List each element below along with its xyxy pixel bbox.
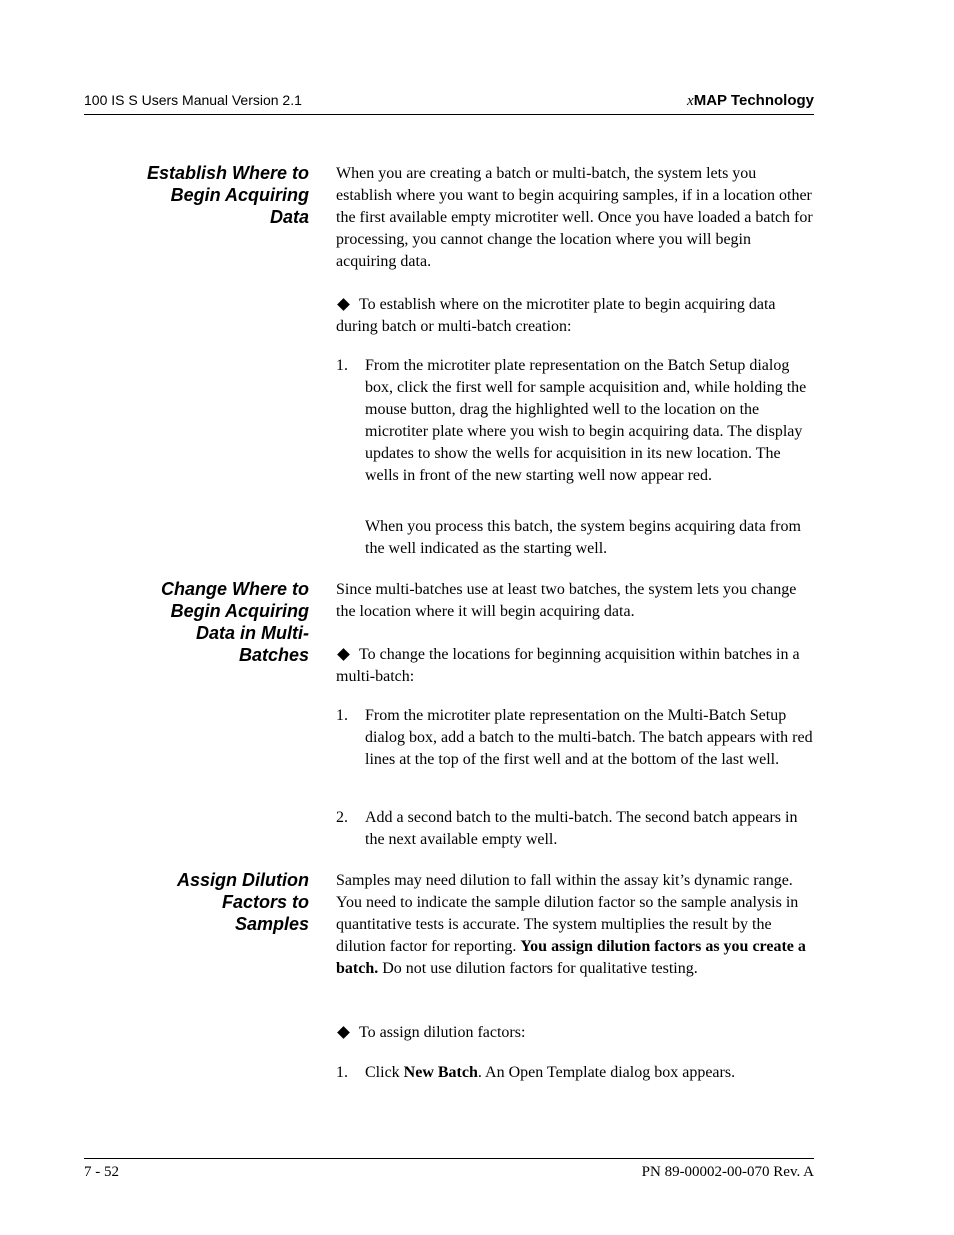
part-number: PN 89-00002-00-070 Rev. A bbox=[641, 1164, 814, 1180]
step-text: From the microtiter plate representation on the Batch Setup dialog box, click the first well for sample acquisition and, while holding the mouse button, drag the highlighted well to the location on the microtiter plate where you wish to begin acquiring data. The display updates to show the wells for acquisition in its new location. The wells in front of the new starting well now appear red. bbox=[365, 357, 807, 484]
section-title-line: Samples bbox=[234, 914, 309, 934]
step-note: When you process this batch, the system begins acquiring data from the well indicated as the starting well. bbox=[365, 518, 801, 557]
step-text: From the microtiter plate representation on the Multi-Batch Setup dialog box, add a batch to the multi-batch. The batch appears with red lines at the top of the first well and at the bottom of the last well. bbox=[365, 707, 813, 768]
section-title-line: Begin Acquiring bbox=[170, 601, 309, 621]
intro-text-end: Do not use dilution factors for qualitative testing. bbox=[382, 960, 698, 977]
section-title-line: Factors to bbox=[221, 892, 309, 912]
step-number: 1. bbox=[336, 357, 348, 374]
section-intro-paragraph: Since multi-batches use at least two batches, the system lets you change the location where it will begin acquiring data. bbox=[336, 581, 797, 620]
procedure-heading-text: To assign dilution factors: bbox=[359, 1024, 526, 1041]
step-text-end: . An Open Template dialog box appears. bbox=[477, 1064, 736, 1081]
section-title-assign-dilution bbox=[100, 869, 309, 935]
page-footer bbox=[84, 1158, 814, 1180]
new-batch-command: New Batch bbox=[403, 1064, 478, 1081]
intro-text-start: Samples may need dilution to fall within the assay kit’s dynamic range. You need to indicate the sample dilution factor so the sample analysis in quantitative tests is accurate. The system multiplies the result by the dilution factor for reporting. bbox=[336, 872, 799, 955]
section-title-establish-start bbox=[100, 162, 309, 228]
section-title-line: Batches bbox=[238, 645, 309, 665]
section-title-line: Change Where to bbox=[160, 579, 309, 599]
step-number: 2. bbox=[336, 809, 348, 826]
section-title-line: Establish Where to bbox=[146, 163, 309, 183]
step-item bbox=[336, 355, 814, 487]
procedure-heading bbox=[336, 1022, 814, 1044]
step-number: 1. bbox=[336, 1064, 348, 1081]
procedure-heading-text: To change the locations for beginning acquisition within batches in a multi-batch: bbox=[336, 646, 800, 685]
step-text: Add a second batch to the multi-batch. The second batch appears in the next available empty well. bbox=[365, 809, 798, 848]
step-text bbox=[365, 1062, 814, 1084]
section-title-line: Assign Dilution bbox=[177, 870, 309, 890]
procedure-heading bbox=[336, 294, 814, 338]
step-item bbox=[336, 705, 814, 771]
diamond-bullet-icon bbox=[337, 298, 350, 311]
step-item bbox=[336, 1062, 814, 1084]
section-intro-paragraph bbox=[336, 870, 814, 980]
page-number: 7 - 52 bbox=[84, 1164, 119, 1180]
procedure-heading-text: To establish where on the microtiter plate to begin acquiring data during batch or multi-batch creation: bbox=[336, 296, 776, 335]
section-title-change-start bbox=[100, 578, 309, 666]
manual-title: 100 IS S Users Manual Version 2.1 bbox=[84, 92, 302, 108]
section-intro-paragraph: When you are creating a batch or multi-batch, the system lets you establish where you want to begin acquiring samples, if in a location other the first available empty microtiter well. Once you have loaded a batch for processing, you cannot change the location where you will begin acquiring data. bbox=[336, 165, 813, 270]
step-text-start: Click bbox=[365, 1064, 400, 1081]
section-title-line: Data in Multi- bbox=[196, 623, 309, 643]
step-item bbox=[336, 807, 814, 851]
section-title-line: Data bbox=[269, 207, 309, 227]
procedure-heading bbox=[336, 644, 814, 688]
section-title-line: Begin Acquiring bbox=[170, 185, 309, 205]
product-name-suffix: MAP Technology bbox=[693, 92, 814, 109]
page-header bbox=[84, 92, 814, 115]
intro-text-bold: You assign dilution factors as you create a batch. bbox=[336, 938, 806, 977]
diamond-bullet-icon bbox=[337, 1026, 350, 1039]
diamond-bullet-icon bbox=[337, 648, 350, 661]
step-number: 1. bbox=[336, 707, 348, 724]
product-name bbox=[687, 92, 814, 110]
product-name-prefix: x bbox=[687, 93, 694, 109]
